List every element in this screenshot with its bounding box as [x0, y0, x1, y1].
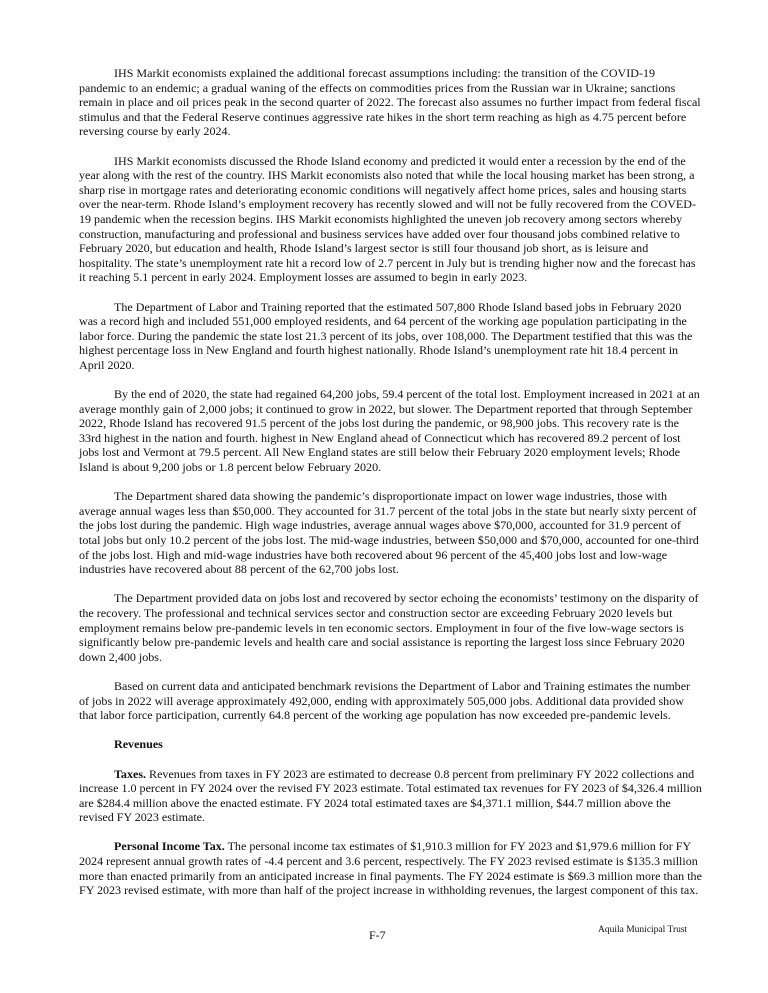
paragraph-job-recovery: By the end of 2020, the state had regained 64,200 jobs, 59.4 percent of the total lost. Employment increased in 2021 at an average monthly gain of 2,000 jobs; it continued to grow in 2022, but slower. The Department reported that through September 2022, Rhode Island has recovered 91.5 percent of the jobs lost during the pandemic, or 98,900 jobs. This recovery rate is the 33rd highest in the nation and fourth. highest in New England ahead of Connecticut which has recovered 89.2 percent of lost jobs lost and Vermont at 79.5 percent. All New England states are still below their February 2020 employment levels; Rhode Island is about 9,200 jobs or 1.8 percent below February 2020.	[79, 387, 700, 475]
personal-income-tax-text: The personal income tax estimates of $1,910.3 million for FY 2023 and $1,979.6 million for FY 2024 represent annual growth rates of -4.4 percent and 3.6 percent, respectively. The FY 2023 revised estimate is $135.3 million more than enacted primarily from an anticipated increase in final payments. The FY 2024 estimate is $69.3 million more than the FY 2023 revised estimate, with more than half of the project increase in withholding revenues, the largest component of this tax.	[79, 839, 702, 898]
footer-brand: Aquila Municipal Trust	[598, 925, 688, 935]
taxes-lead: Taxes.	[114, 766, 147, 781]
body-text	[79, 66, 703, 912]
page-number: F-7	[369, 928, 386, 942]
paragraph-rhode-island-economy: IHS Markit economists discussed the Rhode Island economy and predicted it would enter a recession by the end of the year along with the rest of the country. IHS Markit economists also noted that while the local housing market has been strong, a sharp rise in mortgage rates and deteriorating economic conditions will negatively affect home prices, sales and housing starts over the near-term. Rhode Island’s employment recovery has recently slowed and will not be fully recovered from the COVED-19 pandemic when the recession begins. IHS Markit economists highlighted the uneven job recovery among sectors whereby construction, manufacturing and professional and business services have added over four thousand jobs combined relative to February 2020, but education and health, Rhode Island’s largest sector is still four thousand job short, as is leisure and hospitality. The state’s unemployment rate hit a record low of 2.7 percent in July but is trending higher now and the forecast has it reaching 5.1 percent in early 2024. Employment losses are assumed to begin in early 2023.	[79, 153, 696, 285]
paragraph-personal-income-tax	[79, 839, 703, 897]
revenues-heading: Revenues	[114, 737, 163, 752]
personal-income-tax-lead: Personal Income Tax.	[114, 839, 225, 854]
taxes-text: Revenues from taxes in FY 2023 are estimated to decrease 0.8 percent from preliminary FY 2022 collections and increase 1.0 percent in FY 2024 over the revised FY 2023 estimate. Total estimated tax revenues for FY 2023 of $4,326.4 million are $284.4 million above the enacted estimate. FY 2024 total estimated taxes are $4,371.1 million, $44.7 million above the revised FY 2023 estimate.	[79, 766, 702, 825]
paragraph-sector-recovery: The Department provided data on jobs lost and recovered by sector echoing the economists’ testimony on the disparity of the recovery. The professional and technical services sector and construction sector are exceeding February 2020 levels but employment remains below pre-pandemic levels in ten economic sectors. Employment in four of the five low-wage sectors is significantly below pre-pandemic levels and health care and social assistance is reporting the largest loss since February 2020 down 2,400 jobs.	[79, 591, 699, 664]
paragraph-forecast-assumptions: IHS Markit economists explained the additional forecast assumptions including: the transition of the COVID-19 pandemic to an endemic; a gradual waning of the effects on commodities prices from the Russian war in Ukraine; sanctions remain in place and oil prices peak in the second quarter of 2022. The forecast also assumes no further impact from federal fiscal stimulus and that the Federal Reserve continues aggressive rate hikes in the short term reaching as high as 4.75 percent before reversing course by early 2024.	[79, 66, 701, 139]
paragraph-labor-training-report: The Department of Labor and Training reported that the estimated 507,800 Rhode Island based jobs in February 2020 was a record high and included 551,000 employed residents, and 64 percent of the working age population participating in the labor force. During the pandemic the state lost 21.3 percent of its jobs, over 108,000. The Department testified that this was the highest percentage loss in New England and fourth highest nationally. Rhode Island’s unemployment rate hit 18.4 percent in April 2020.	[79, 299, 693, 372]
paragraph-job-estimates: Based on current data and anticipated benchmark revisions the Department of Labor and Training estimates the number of jobs in 2022 will average approximately 492,000, ending with approximately 505,000 jobs. Additional data provided show that labor force participation, currently 64.8 percent of the working age population has now exceeded pre-pandemic levels.	[79, 678, 691, 723]
paragraph-taxes	[79, 767, 703, 825]
paragraph-wage-industries: The Department shared data showing the pandemic’s disproportionate impact on lower wage industries, those with average annual wages less than $50,000. They accounted for 31.7 percent of the total jobs in the state but nearly sixty percent of the jobs lost during the pandemic. High wage industries, average annual wages above $70,000, accounted for 31.9 percent of total jobs but only 10.2 percent of the jobs lost. The mid-wage industries, between $50,000 and $70,000, accounted for one-third of the jobs lost. High and mid-wage industries have both recovered about 96 percent of the 45,400 jobs lost and low-wage industries have recovered about 88 percent of the 62,700 jobs lost.	[79, 489, 699, 577]
